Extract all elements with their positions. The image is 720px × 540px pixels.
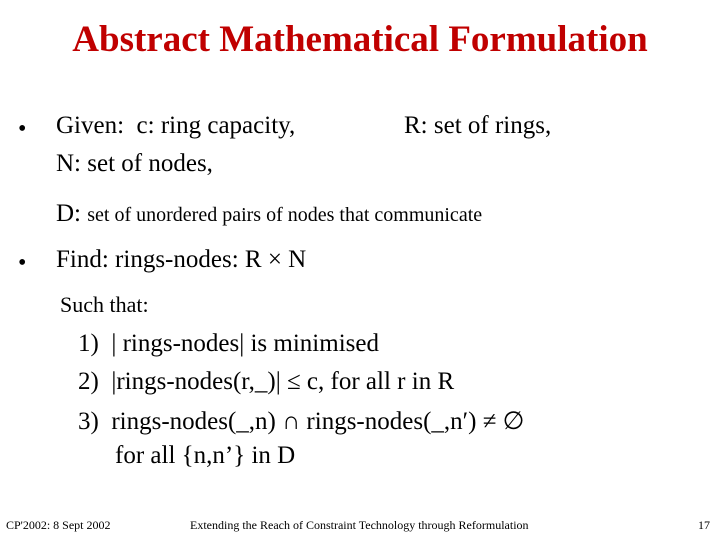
given-d-text: set of unordered pairs of nodes that communicate (87, 204, 483, 226)
given-label: Given: (56, 112, 125, 139)
condition-2-text: |rings-nodes(r,_)| ≤ c, for all r in R (111, 368, 455, 395)
condition-3-continuation: for all {n,n’} in D (115, 442, 296, 469)
condition-1-text: | rings-nodes| is minimised (111, 330, 379, 357)
footer-center: Extending the Reach of Constraint Technology through Reformulation (190, 518, 529, 532)
bullet-given: • (18, 116, 27, 142)
given-rings: R: set of rings, (404, 112, 552, 139)
condition-3-num: 3) (78, 408, 99, 435)
given-d-letter: D: (56, 200, 81, 227)
condition-2 (78, 368, 454, 396)
condition-1 (78, 330, 379, 358)
given-capacity: c: ring capacity, (136, 112, 296, 139)
condition-1-num: 1) (78, 330, 99, 357)
slide-title: Abstract Mathematical Formulation (72, 19, 648, 60)
footer-left: CP'2002: 8 Sept 2002 (6, 518, 111, 532)
footer-page-number: 17 (698, 518, 710, 532)
given-line-1 (56, 112, 295, 140)
find-line: Find: rings-nodes: R × N (56, 246, 307, 273)
such-that-label: Such that: (60, 292, 149, 317)
condition-3-text: rings-nodes(_,n) ∩ rings-nodes(_,n′) ≠ ∅ (111, 408, 525, 435)
given-d-line (56, 200, 482, 228)
bullet-find: • (18, 250, 27, 276)
condition-3 (78, 406, 524, 436)
condition-2-num: 2) (78, 368, 99, 395)
given-nodes: N: set of nodes, (56, 150, 213, 177)
